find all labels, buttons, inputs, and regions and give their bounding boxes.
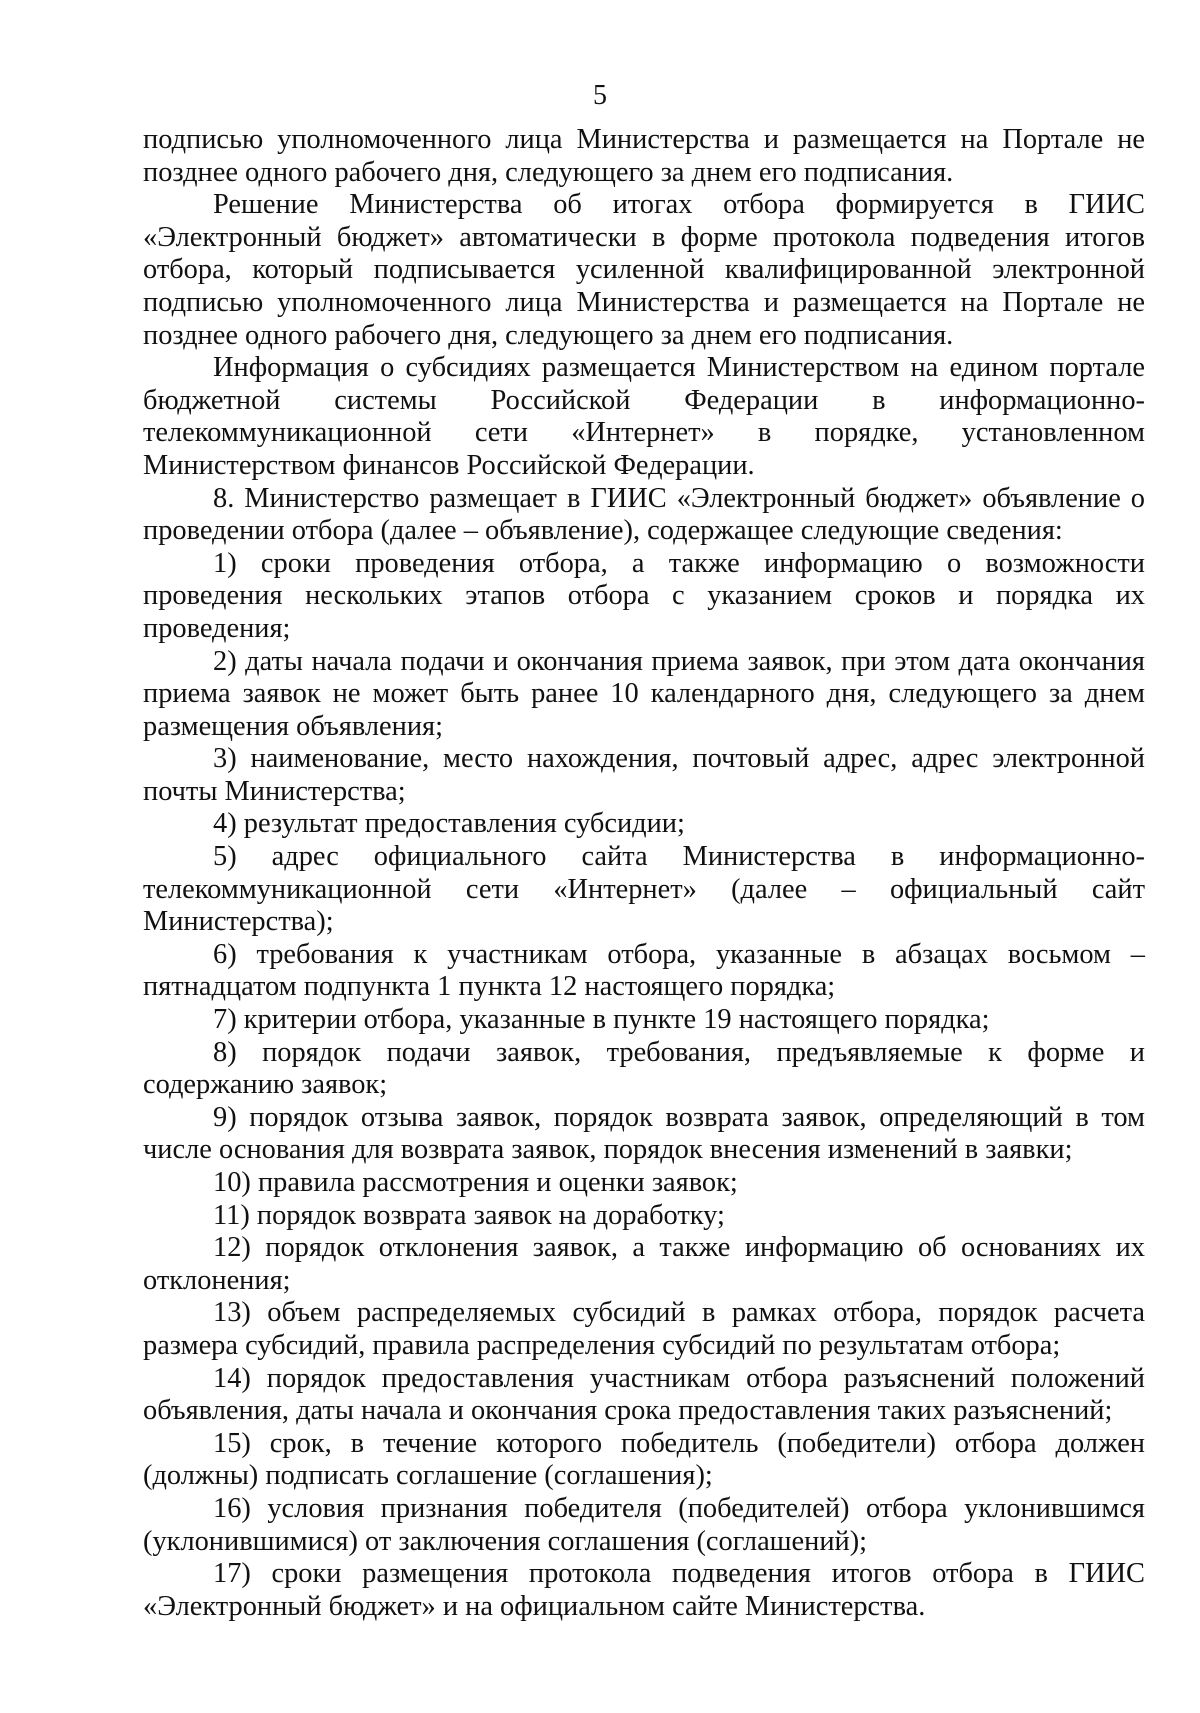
paragraph-item-8: 8. Министерство размещает в ГИИС «Электронный бюджет» объявление о проведении отбора (далее – объявление), содержащее следующие сведения: [143,482,1145,547]
list-item-16: 16) условия признания победителя (победителей) отбора уклонившимся (уклонившимися) от заключения соглашения (соглашений); [143,1492,1145,1557]
list-item-13: 13) объем распределяемых субсидий в рамках отбора, порядок расчета размера субсидий, правила распределения субсидий по результатам отбора; [143,1297,1145,1361]
paragraph-subsidy-info: Информация о субсидиях размещается Министерством на едином портале бюджетной системы Российской Федерации в информационно-телекоммуникационной сети «Интернет» в порядке, установленном Министерством финансов Российской Федерации. [143,352,1145,481]
list-item-10: 10) правила рассмотрения и оценки заявок; [213,1167,738,1198]
list-item-12: 12) порядок отклонения заявок, а также информацию об основаниях их отклонения; [143,1232,1145,1296]
list-item-14: 14) порядок предоставления участникам отбора разъяснений положений объявления, даты начала и окончания срока предоставления таких разъяснений; [143,1362,1145,1427]
list-item-17: 17) сроки размещения протокола подведения итогов отбора в ГИИС «Электронный бюджет» и на официальном сайте Министерства. [143,1558,1145,1622]
list-item-2: 2) даты начала подачи и окончания приема заявок, при этом дата окончания приема заявок не может быть ранее 10 календарного дня, следующего за днем размещения объявления; [143,645,1145,742]
list-item-5: 5) адрес официального сайта Министерства в информационно-телекоммуникационной сети «Интернет» (далее – официальный сайт Министерства); [143,841,1145,938]
paragraph-decision-results: Решение Министерства об итогах отбора формируется в ГИИС «Электронный бюджет» автоматически в форме протокола подведения итогов отбора, который подписывается усиленной квалифицированной электронной подписью уполномоченного лица Министерства и размещается на Портале не позднее одного рабочего дня, следующего за днем его подписания. [143,189,1145,351]
document-body [143,124,1145,1623]
list-item-1: 1) сроки проведения отбора, а также информацию о возможности проведения нескольких этапов отбора с указанием сроков и порядка их проведения; [143,547,1145,644]
list-item-4: 4) результат предоставления субсидии; [213,808,685,840]
list-item-8: 8) порядок подачи заявок, требования, предъявляемые к форме и содержанию заявок; [143,1036,1145,1101]
list-item-11: 11) порядок возврата заявок на доработку; [213,1199,725,1231]
page-number: 5 [593,80,607,111]
list-item-7: 7) критерии отбора, указанные в пункте 19 настоящего порядка; [213,1004,990,1036]
paragraph-continuation: подписью уполномоченного лица Министерства и размещается на Портале не позднее одного рабочего дня, следующего за днем его подписания. [143,124,1145,188]
list-item-3: 3) наименование, место нахождения, почтовый адрес, адрес электронной почты Министерства; [143,743,1145,807]
list-item-9: 9) порядок отзыва заявок, порядок возврата заявок, определяющий в том числе основания для возврата заявок, порядок внесения изменений в заявки; [143,1101,1145,1166]
list-item-15: 15) срок, в течение которого победитель (победители) отбора должен (должны) подписать соглашение (соглашения); [143,1427,1145,1492]
list-item-6: 6) требования к участникам отбора, указанные в абзацах восьмом – пятнадцатом подпункта 1 пункта 12 настоящего порядка; [143,938,1145,1003]
